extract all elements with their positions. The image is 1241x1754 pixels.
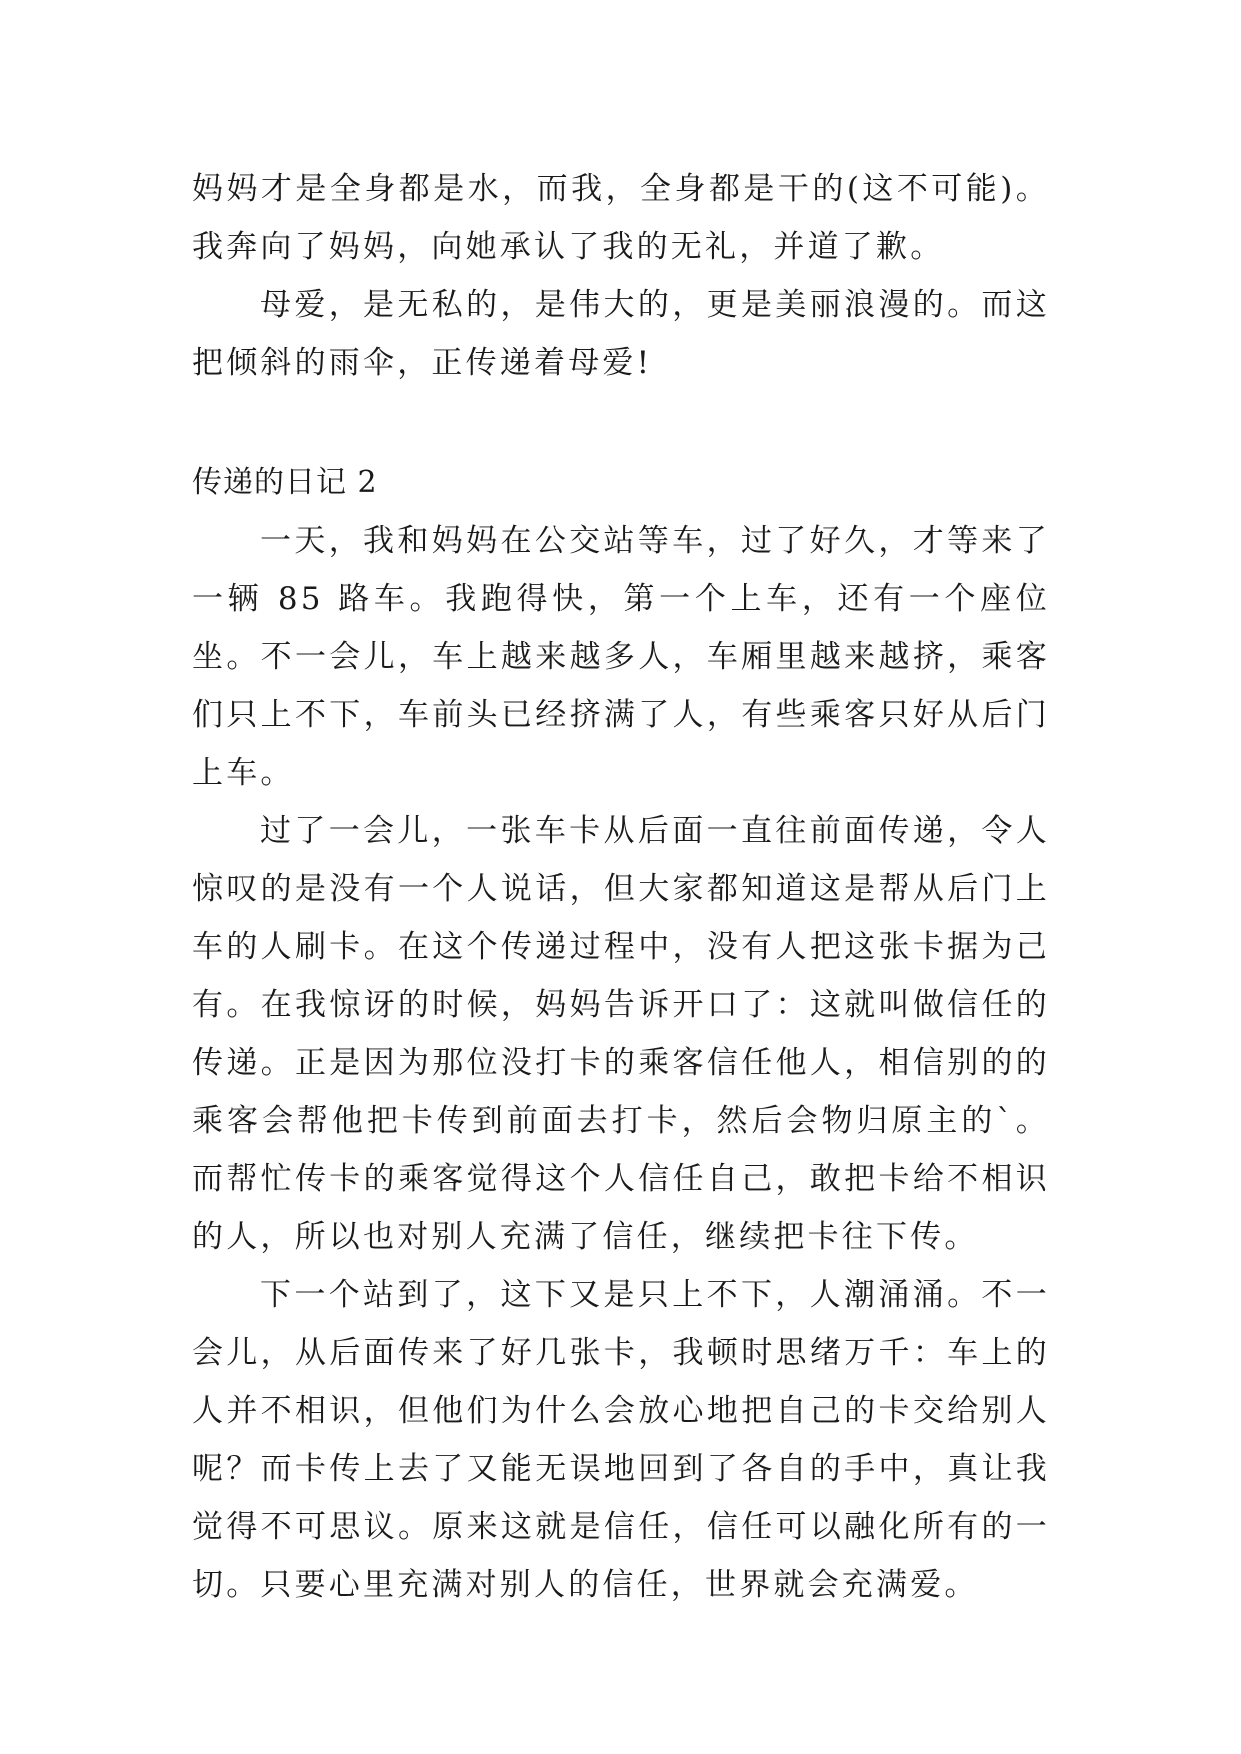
section-title: 传递的日记 2 xyxy=(192,465,378,500)
paragraph: 母爱，是无私的，是伟大的，更是美丽浪漫的。而这把倾斜的雨伞，正传递着母爱! xyxy=(192,287,1050,381)
paragraph: 妈妈才是全身都是水，而我，全身都是干的(这不可能)。我奔向了妈妈，向她承认了我的无礼，并道了歉。 xyxy=(192,171,1050,265)
document-page xyxy=(192,160,1050,1614)
paragraph: 一天，我和妈妈在公交站等车，过了好久，才等来了一辆 85 路车。我跑得快，第一个上车，还有一个座位坐。不一会儿，车上越来越多人，车厢里越来越挤，乘客们只上不下，车前头已经挤满了人，有些乘客只好从后门上车。 xyxy=(192,523,1050,791)
paragraph: 下一个站到了，这下又是只上不下，人潮涌涌。不一会儿，从后面传来了好几张卡，我顿时思绪万千：车上的人并不相识，但他们为什么会放心地把自己的卡交给别人呢？而卡传上去了又能无误地回到了各自的手中，真让我觉得不可思议。原来这就是信任，信任可以融化所有的一切。只要心里充满对别人的信任，世界就会充满爱。 xyxy=(192,1277,1050,1603)
paragraph: 过了一会儿，一张车卡从后面一直往前面传递，令人惊叹的是没有一个人说话，但大家都知道这是帮从后门上车的人刷卡。在这个传递过程中，没有人把这张卡据为己有。在我惊讶的时候，妈妈告诉开口了：这就叫做信任的传递。正是因为那位没打卡的乘客信任他人，相信别的的乘客会帮他把卡传到前面去打卡，然后会物归原主的`。而帮忙传卡的乘客觉得这个人信任自己，敢把卡给不相识的人，所以也对别人充满了信任，继续把卡往下传。 xyxy=(192,813,1050,1255)
